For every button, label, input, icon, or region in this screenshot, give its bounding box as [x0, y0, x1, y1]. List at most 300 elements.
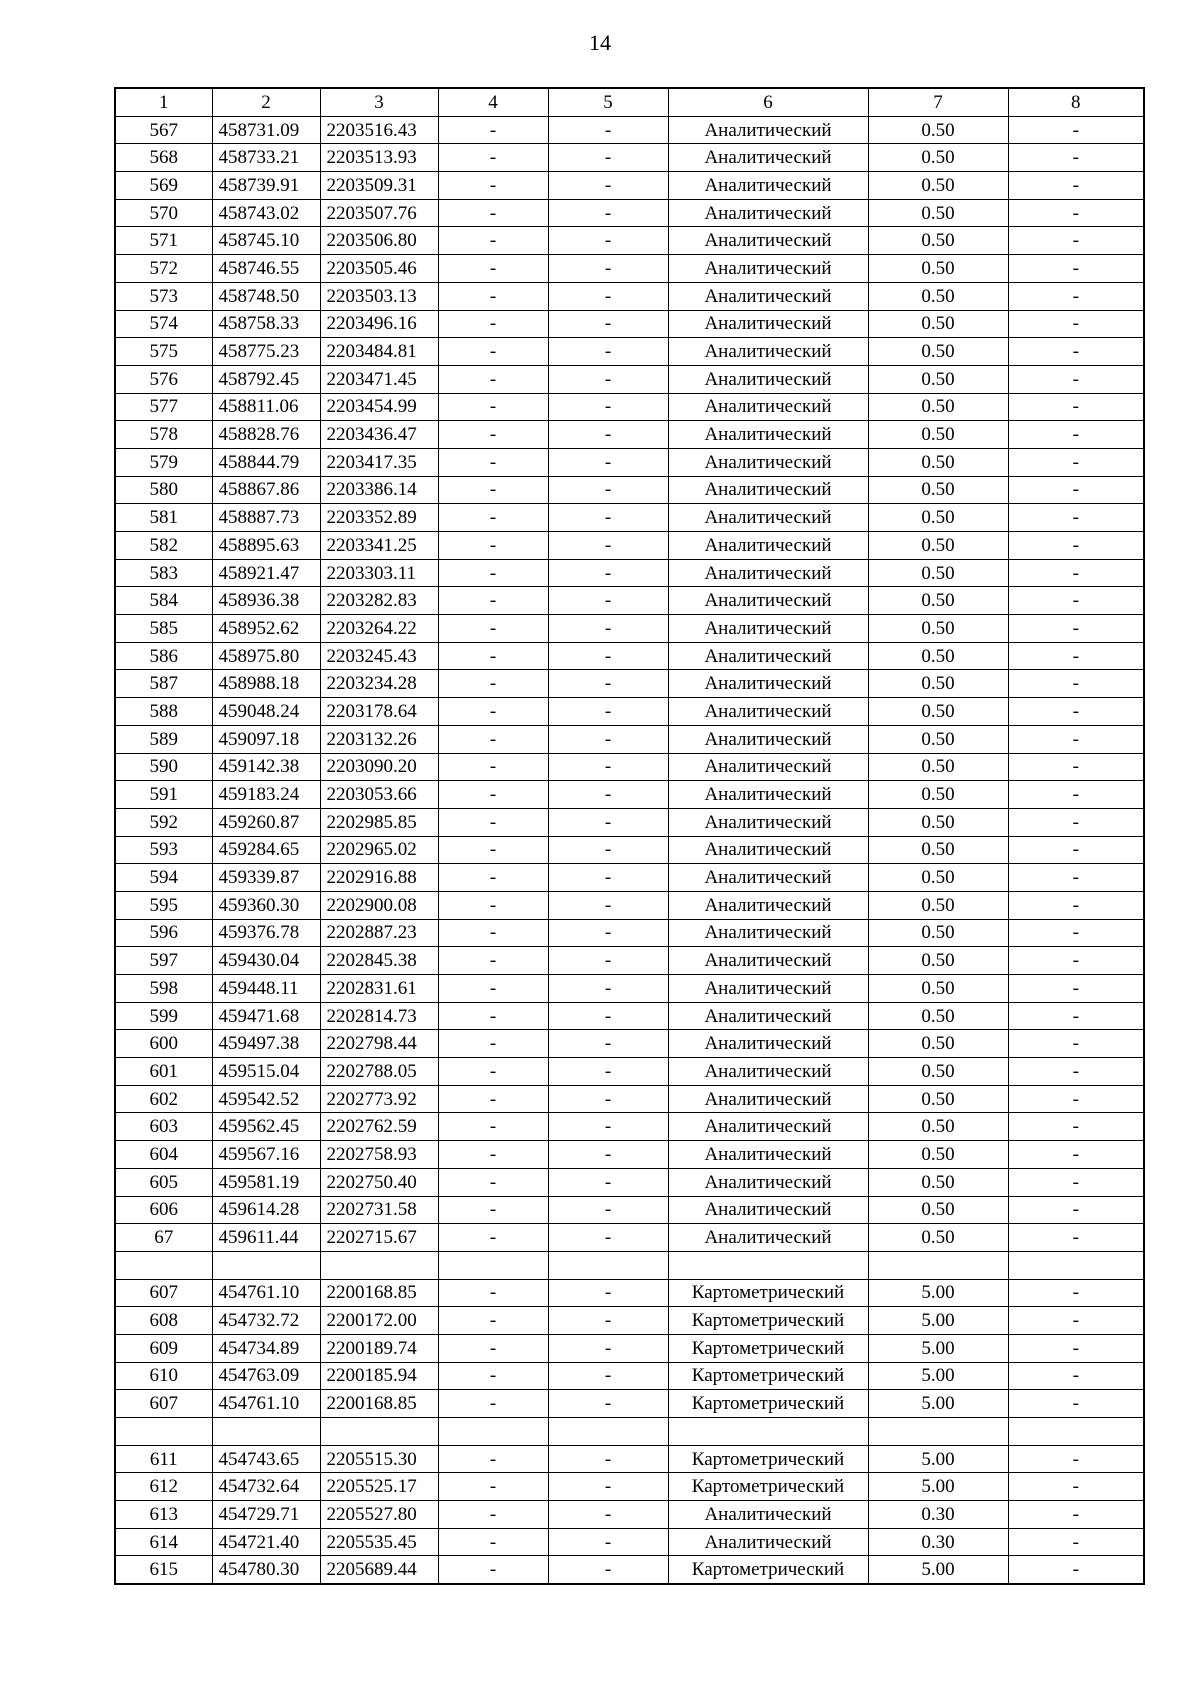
cell-x-coordinate: 454732.64	[212, 1473, 320, 1501]
cell-x-coordinate: 459284.65	[212, 836, 320, 864]
cell-col-4: -	[438, 1279, 548, 1307]
cell-point-number: 590	[115, 753, 212, 781]
cell-col-4: -	[438, 864, 548, 892]
cell-method: Картометрический	[668, 1556, 868, 1584]
table-row	[115, 338, 1144, 366]
table-row	[115, 1528, 1144, 1556]
table-row	[115, 282, 1144, 310]
cell-method: Аналитический	[668, 615, 868, 643]
cell-accuracy: 0.50	[868, 559, 1008, 587]
cell-col-8: -	[1008, 781, 1144, 809]
cell-y-coordinate: 2203503.13	[320, 282, 438, 310]
cell-x-coordinate: 458748.50	[212, 282, 320, 310]
cell-accuracy: 0.50	[868, 698, 1008, 726]
cell-accuracy: 0.50	[868, 1030, 1008, 1058]
cell-col-8: -	[1008, 1279, 1144, 1307]
cell-method: Аналитический	[668, 255, 868, 283]
cell-col-8: -	[1008, 1334, 1144, 1362]
cell-col-5: -	[548, 1113, 668, 1141]
cell-col-4: -	[438, 1556, 548, 1584]
table-spacer-row	[115, 1418, 1144, 1446]
column-header-1: 1	[115, 88, 212, 116]
column-header-6: 6	[668, 88, 868, 116]
cell-x-coordinate: 458844.79	[212, 448, 320, 476]
cell-method: Аналитический	[668, 1113, 868, 1141]
cell-point-number: 604	[115, 1141, 212, 1169]
cell-y-coordinate: 2202758.93	[320, 1141, 438, 1169]
cell-y-coordinate: 2205515.30	[320, 1445, 438, 1473]
cell-x-coordinate: 459448.11	[212, 975, 320, 1003]
cell-y-coordinate: 2200185.94	[320, 1362, 438, 1390]
table-row	[115, 310, 1144, 338]
cell-accuracy: 0.30	[868, 1528, 1008, 1556]
cell-accuracy: 5.00	[868, 1473, 1008, 1501]
cell-col-8: -	[1008, 199, 1144, 227]
cell-method: Аналитический	[668, 698, 868, 726]
cell-col-4: -	[438, 421, 548, 449]
cell-col-8: -	[1008, 947, 1144, 975]
cell-col-5: -	[548, 670, 668, 698]
cell-col-4: -	[438, 310, 548, 338]
cell-x-coordinate: 454780.30	[212, 1556, 320, 1584]
cell-accuracy: 0.50	[868, 670, 1008, 698]
cell-accuracy: 0.50	[868, 891, 1008, 919]
cell-col-4: -	[438, 116, 548, 144]
cell-point-number: 600	[115, 1030, 212, 1058]
table-row	[115, 1002, 1144, 1030]
cell-col-4: -	[438, 1334, 548, 1362]
cell-col-4: -	[438, 365, 548, 393]
cell-point-number: 576	[115, 365, 212, 393]
table-row	[115, 587, 1144, 615]
cell-col-8: -	[1008, 144, 1144, 172]
cell-accuracy: 0.50	[868, 753, 1008, 781]
cell-accuracy: 5.00	[868, 1556, 1008, 1584]
cell-col-4: -	[438, 919, 548, 947]
cell-y-coordinate: 2200172.00	[320, 1307, 438, 1335]
table-row	[115, 393, 1144, 421]
cell-x-coordinate: 458739.91	[212, 172, 320, 200]
cell-col-8: -	[1008, 753, 1144, 781]
cell-col-4: -	[438, 725, 548, 753]
cell-x-coordinate: 459260.87	[212, 808, 320, 836]
cell-col-8: -	[1008, 1002, 1144, 1030]
table-row	[115, 642, 1144, 670]
cell-col-5: -	[548, 781, 668, 809]
cell-col-4: -	[438, 1473, 548, 1501]
cell-x-coordinate: 459562.45	[212, 1113, 320, 1141]
cell-col-5: -	[548, 1390, 668, 1418]
table-row	[115, 144, 1144, 172]
cell-col-8: -	[1008, 504, 1144, 532]
cell-method: Аналитический	[668, 1168, 868, 1196]
cell-accuracy: 5.00	[868, 1445, 1008, 1473]
cell-method: Аналитический	[668, 1528, 868, 1556]
cell-y-coordinate: 2202831.61	[320, 975, 438, 1003]
cell-method: Аналитический	[668, 172, 868, 200]
cell-method: Аналитический	[668, 559, 868, 587]
cell-col-8: -	[1008, 282, 1144, 310]
cell-y-coordinate: 2203471.45	[320, 365, 438, 393]
cell-method: Картометрический	[668, 1473, 868, 1501]
cell-col-8: -	[1008, 1390, 1144, 1418]
cell-y-coordinate: 2203417.35	[320, 448, 438, 476]
cell-col-8: -	[1008, 1113, 1144, 1141]
cell-accuracy: 0.50	[868, 642, 1008, 670]
cell-col-5: -	[548, 1058, 668, 1086]
table-row	[115, 947, 1144, 975]
cell-x-coordinate: 458758.33	[212, 310, 320, 338]
cell-col-5: -	[548, 504, 668, 532]
cell-y-coordinate: 2200189.74	[320, 1334, 438, 1362]
cell-col-5: -	[548, 1196, 668, 1224]
cell-method: Аналитический	[668, 1030, 868, 1058]
cell-y-coordinate: 2203509.31	[320, 172, 438, 200]
cell-method: Аналитический	[668, 1224, 868, 1252]
cell-y-coordinate: 2202762.59	[320, 1113, 438, 1141]
cell-col-5: -	[548, 1307, 668, 1335]
cell-method: Аналитический	[668, 227, 868, 255]
cell-point-number: 589	[115, 725, 212, 753]
cell-accuracy: 5.00	[868, 1390, 1008, 1418]
cell-point-number: 608	[115, 1307, 212, 1335]
cell-col-4: -	[438, 1141, 548, 1169]
cell-col-8: -	[1008, 227, 1144, 255]
cell-point-number: 574	[115, 310, 212, 338]
cell-x-coordinate: 459097.18	[212, 725, 320, 753]
table-row	[115, 1445, 1144, 1473]
cell-point-number: 575	[115, 338, 212, 366]
cell-col-5: -	[548, 476, 668, 504]
cell-y-coordinate: 2202750.40	[320, 1168, 438, 1196]
cell-method: Аналитический	[668, 1058, 868, 1086]
cell-method: Аналитический	[668, 1002, 868, 1030]
cell-y-coordinate: 2205535.45	[320, 1528, 438, 1556]
cell-col-5: -	[548, 393, 668, 421]
cell-point-number: 610	[115, 1362, 212, 1390]
cell-col-4: -	[438, 199, 548, 227]
cell-point-number: 598	[115, 975, 212, 1003]
cell-point-number: 570	[115, 199, 212, 227]
table-row	[115, 836, 1144, 864]
cell-point-number: 593	[115, 836, 212, 864]
cell-col-8: -	[1008, 255, 1144, 283]
table-row	[115, 1473, 1144, 1501]
cell-col-5: -	[548, 1473, 668, 1501]
cell-col-8: -	[1008, 1307, 1144, 1335]
cell-method: Аналитический	[668, 670, 868, 698]
cell-col-5: -	[548, 808, 668, 836]
table-row	[115, 864, 1144, 892]
cell-method: Картометрический	[668, 1445, 868, 1473]
cell-point-number: 611	[115, 1445, 212, 1473]
cell-col-4: -	[438, 1501, 548, 1529]
cell-point-number: 568	[115, 144, 212, 172]
cell-accuracy: 0.50	[868, 1141, 1008, 1169]
cell-col-5: -	[548, 753, 668, 781]
cell-col-5: -	[548, 836, 668, 864]
cell-x-coordinate: 458828.76	[212, 421, 320, 449]
cell-y-coordinate: 2202985.85	[320, 808, 438, 836]
column-header-3: 3	[320, 88, 438, 116]
cell-y-coordinate: 2203496.16	[320, 310, 438, 338]
table-row	[115, 504, 1144, 532]
table-row	[115, 116, 1144, 144]
cell-y-coordinate: 2203513.93	[320, 144, 438, 172]
cell-col-4	[438, 1251, 548, 1279]
table-row	[115, 1058, 1144, 1086]
cell-point-number: 615	[115, 1556, 212, 1584]
cell-col-4: -	[438, 781, 548, 809]
cell-col-5: -	[548, 1445, 668, 1473]
table-spacer-row	[115, 1251, 1144, 1279]
cell-col-4: -	[438, 1168, 548, 1196]
table-row	[115, 891, 1144, 919]
cell-col-4: -	[438, 1528, 548, 1556]
cell-x-coordinate: 458988.18	[212, 670, 320, 698]
cell-accuracy: 0.50	[868, 116, 1008, 144]
cell-accuracy: 0.50	[868, 393, 1008, 421]
cell-col-5: -	[548, 1334, 668, 1362]
cell-col-8: -	[1008, 1445, 1144, 1473]
cell-accuracy: 0.50	[868, 144, 1008, 172]
cell-y-coordinate: 2202773.92	[320, 1085, 438, 1113]
cell-x-coordinate: 458887.73	[212, 504, 320, 532]
cell-col-8: -	[1008, 476, 1144, 504]
cell-accuracy: 0.50	[868, 1002, 1008, 1030]
cell-y-coordinate: 2205527.80	[320, 1501, 438, 1529]
cell-point-number: 602	[115, 1085, 212, 1113]
cell-point-number: 578	[115, 421, 212, 449]
cell-method: Аналитический	[668, 587, 868, 615]
column-header-7: 7	[868, 88, 1008, 116]
table-header	[115, 88, 1144, 116]
cell-method: Аналитический	[668, 310, 868, 338]
cell-col-8: -	[1008, 448, 1144, 476]
cell-accuracy: 0.50	[868, 1224, 1008, 1252]
cell-col-8: -	[1008, 587, 1144, 615]
cell-method: Аналитический	[668, 1141, 868, 1169]
cell-method: Аналитический	[668, 1196, 868, 1224]
cell-col-4: -	[438, 559, 548, 587]
cell-y-coordinate: 2202814.73	[320, 1002, 438, 1030]
cell-col-8: -	[1008, 808, 1144, 836]
table-row	[115, 1196, 1144, 1224]
cell-x-coordinate: 454761.10	[212, 1279, 320, 1307]
cell-col-8: -	[1008, 615, 1144, 643]
cell-method: Картометрический	[668, 1307, 868, 1335]
cell-y-coordinate: 2202788.05	[320, 1058, 438, 1086]
cell-col-4: -	[438, 338, 548, 366]
cell-accuracy	[868, 1418, 1008, 1446]
cell-y-coordinate: 2203053.66	[320, 781, 438, 809]
column-header-5: 5	[548, 88, 668, 116]
cell-method: Аналитический	[668, 199, 868, 227]
cell-method: Аналитический	[668, 753, 868, 781]
cell-method: Аналитический	[668, 282, 868, 310]
cell-x-coordinate	[212, 1251, 320, 1279]
cell-y-coordinate: 2203484.81	[320, 338, 438, 366]
cell-method	[668, 1418, 868, 1446]
table-row	[115, 919, 1144, 947]
cell-y-coordinate: 2203303.11	[320, 559, 438, 587]
cell-col-5: -	[548, 421, 668, 449]
cell-col-4: -	[438, 1362, 548, 1390]
cell-accuracy: 0.50	[868, 615, 1008, 643]
cell-col-8: -	[1008, 559, 1144, 587]
cell-y-coordinate: 2205689.44	[320, 1556, 438, 1584]
table-row	[115, 421, 1144, 449]
cell-method: Аналитический	[668, 393, 868, 421]
table-row	[115, 172, 1144, 200]
cell-point-number: 567	[115, 116, 212, 144]
cell-y-coordinate: 2203516.43	[320, 116, 438, 144]
cell-y-coordinate: 2203507.76	[320, 199, 438, 227]
table-row	[115, 1556, 1144, 1584]
cell-col-5: -	[548, 698, 668, 726]
cell-point-number: 599	[115, 1002, 212, 1030]
cell-col-4: -	[438, 448, 548, 476]
table-row	[115, 1334, 1144, 1362]
cell-point-number: 595	[115, 891, 212, 919]
cell-col-5: -	[548, 1141, 668, 1169]
cell-accuracy: 0.50	[868, 975, 1008, 1003]
table-row	[115, 1141, 1144, 1169]
cell-accuracy: 0.30	[868, 1501, 1008, 1529]
cell-accuracy: 0.50	[868, 227, 1008, 255]
cell-accuracy: 0.50	[868, 587, 1008, 615]
cell-x-coordinate: 454729.71	[212, 1501, 320, 1529]
cell-x-coordinate: 458895.63	[212, 532, 320, 560]
cell-y-coordinate: 2203090.20	[320, 753, 438, 781]
cell-col-5: -	[548, 1528, 668, 1556]
cell-x-coordinate: 459471.68	[212, 1002, 320, 1030]
cell-col-4: -	[438, 1390, 548, 1418]
cell-col-5: -	[548, 725, 668, 753]
table-row	[115, 975, 1144, 1003]
cell-col-4: -	[438, 1224, 548, 1252]
cell-x-coordinate: 458867.86	[212, 476, 320, 504]
cell-accuracy: 5.00	[868, 1334, 1008, 1362]
cell-col-4: -	[438, 1445, 548, 1473]
cell-accuracy: 5.00	[868, 1362, 1008, 1390]
cell-x-coordinate: 459048.24	[212, 698, 320, 726]
cell-col-5: -	[548, 919, 668, 947]
cell-point-number: 584	[115, 587, 212, 615]
cell-col-5: -	[548, 864, 668, 892]
cell-x-coordinate: 458745.10	[212, 227, 320, 255]
cell-point-number: 605	[115, 1168, 212, 1196]
cell-col-5: -	[548, 1085, 668, 1113]
cell-col-8: -	[1008, 698, 1144, 726]
cell-accuracy: 0.50	[868, 919, 1008, 947]
cell-method: Картометрический	[668, 1362, 868, 1390]
cell-col-4: -	[438, 836, 548, 864]
cell-x-coordinate: 458975.80	[212, 642, 320, 670]
cell-accuracy: 0.50	[868, 172, 1008, 200]
cell-y-coordinate: 2203234.28	[320, 670, 438, 698]
cell-col-4: -	[438, 642, 548, 670]
cell-y-coordinate: 2202887.23	[320, 919, 438, 947]
cell-col-8: -	[1008, 919, 1144, 947]
cell-point-number: 581	[115, 504, 212, 532]
cell-point-number: 614	[115, 1528, 212, 1556]
cell-y-coordinate: 2202731.58	[320, 1196, 438, 1224]
cell-point-number: 597	[115, 947, 212, 975]
cell-col-4	[438, 1418, 548, 1446]
cell-method: Аналитический	[668, 642, 868, 670]
cell-col-8	[1008, 1251, 1144, 1279]
cell-point-number: 592	[115, 808, 212, 836]
table-row	[115, 476, 1144, 504]
cell-method: Аналитический	[668, 1501, 868, 1529]
cell-point-number: 594	[115, 864, 212, 892]
cell-col-4: -	[438, 227, 548, 255]
cell-y-coordinate: 2203352.89	[320, 504, 438, 532]
cell-accuracy: 0.50	[868, 1058, 1008, 1086]
cell-method: Аналитический	[668, 836, 868, 864]
cell-point-number: 585	[115, 615, 212, 643]
cell-x-coordinate: 458731.09	[212, 116, 320, 144]
cell-y-coordinate: 2205525.17	[320, 1473, 438, 1501]
cell-col-5: -	[548, 891, 668, 919]
table-row	[115, 1501, 1144, 1529]
cell-col-8: -	[1008, 1196, 1144, 1224]
cell-accuracy: 0.50	[868, 282, 1008, 310]
cell-col-4: -	[438, 282, 548, 310]
cell-x-coordinate: 459581.19	[212, 1168, 320, 1196]
cell-col-8: -	[1008, 1168, 1144, 1196]
cell-y-coordinate: 2203386.14	[320, 476, 438, 504]
cell-col-8: -	[1008, 1556, 1144, 1584]
cell-y-coordinate: 2202900.08	[320, 891, 438, 919]
cell-method: Аналитический	[668, 781, 868, 809]
cell-col-8: -	[1008, 310, 1144, 338]
cell-col-5: -	[548, 642, 668, 670]
cell-col-4: -	[438, 1196, 548, 1224]
header-row	[115, 88, 1144, 116]
cell-col-8: -	[1008, 532, 1144, 560]
cell-x-coordinate: 459360.30	[212, 891, 320, 919]
cell-x-coordinate: 458733.21	[212, 144, 320, 172]
cell-x-coordinate: 459430.04	[212, 947, 320, 975]
cell-x-coordinate: 458775.23	[212, 338, 320, 366]
cell-point-number: 571	[115, 227, 212, 255]
cell-point-number: 612	[115, 1473, 212, 1501]
cell-point-number	[115, 1418, 212, 1446]
cell-accuracy: 0.50	[868, 1085, 1008, 1113]
cell-accuracy: 0.50	[868, 255, 1008, 283]
cell-col-8: -	[1008, 670, 1144, 698]
cell-method: Аналитический	[668, 947, 868, 975]
cell-col-4: -	[438, 1030, 548, 1058]
cell-accuracy: 0.50	[868, 504, 1008, 532]
cell-col-8: -	[1008, 836, 1144, 864]
cell-x-coordinate: 459515.04	[212, 1058, 320, 1086]
table-row	[115, 1279, 1144, 1307]
cell-x-coordinate: 459376.78	[212, 919, 320, 947]
cell-col-5: -	[548, 1168, 668, 1196]
cell-x-coordinate: 454743.65	[212, 1445, 320, 1473]
cell-col-5: -	[548, 975, 668, 1003]
cell-col-4: -	[438, 532, 548, 560]
cell-col-4: -	[438, 144, 548, 172]
table-row	[115, 725, 1144, 753]
coordinates-table	[114, 87, 1145, 1585]
cell-y-coordinate	[320, 1418, 438, 1446]
cell-method: Картометрический	[668, 1279, 868, 1307]
cell-col-4: -	[438, 891, 548, 919]
